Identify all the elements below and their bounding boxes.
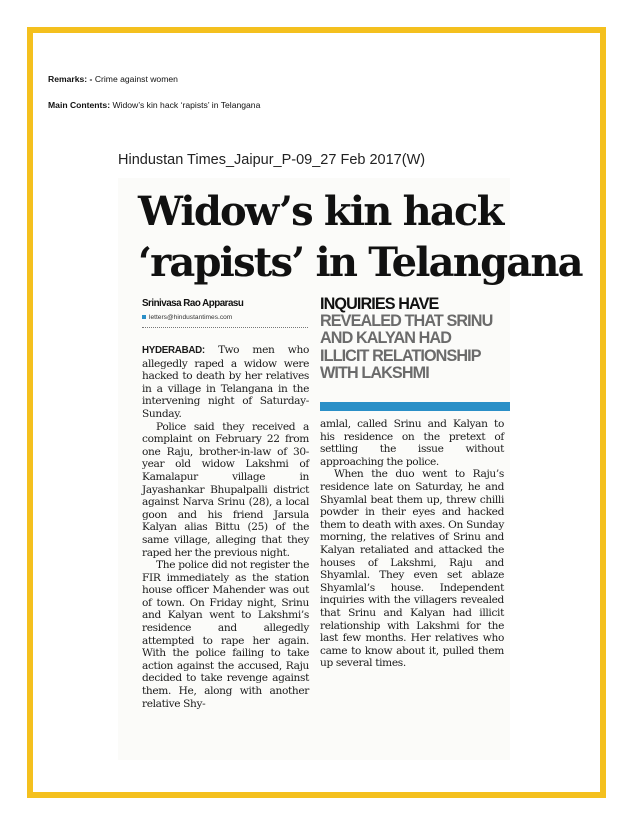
paragraph-1-text: Two men who allegedly raped a widow were hacked to death by her relatives in a village in Telangana in the intervening night of Saturday-Sunday. bbox=[142, 344, 309, 420]
remarks-line bbox=[48, 74, 178, 84]
remarks-value: Crime against women bbox=[94, 74, 178, 84]
source-line: Hindustan Times_Jaipur_P-09_27 Feb 2017(W) bbox=[118, 152, 426, 168]
pull-quote-line-1: INQUIRIES HAVE bbox=[320, 295, 439, 313]
pull-quote-bar bbox=[320, 402, 510, 411]
article-paragraph bbox=[142, 344, 309, 421]
article-column-1 bbox=[142, 344, 309, 710]
byline: Srinivasa Rao Apparasu bbox=[142, 298, 244, 309]
dateline: HYDERABAD: bbox=[142, 345, 205, 356]
remarks-label: Remarks: - bbox=[48, 74, 93, 84]
byline-divider bbox=[142, 327, 308, 328]
main-contents-value: Widow’s kin hack ‘rapists’ in Telangana bbox=[112, 100, 261, 110]
byline-email bbox=[142, 314, 232, 321]
headline-line-1: Widow’s kin hack bbox=[138, 188, 503, 235]
article-column-2 bbox=[320, 418, 504, 670]
main-contents-line bbox=[48, 100, 260, 110]
pull-quote-line-2: REVEALED THAT SRINU AND KALYAN HAD ILLICIT RELATIONSHIP WITH LAKSHMI bbox=[320, 312, 493, 382]
email-text: letters@hindustantimes.com bbox=[149, 314, 233, 321]
pull-quote bbox=[320, 296, 502, 382]
headline-line-2: ‘rapists’ in Telangana bbox=[138, 239, 582, 286]
article-paragraph: Police said they received a complaint on February 22 from one Raju, brother-in-law of 30-year old widow Lakshmi of Kamalapur village in Jayashankar Bhupalpalli district against Narva Srinu (28), a local goon and his friend Jarsula Kalyan alias Bittu (25) of the same village, alleging that they raped her the previous night. bbox=[142, 420, 309, 559]
article-paragraph: amlal, called Srinu and Kalyan to his residence on the pretext of settling the issue without approaching the police. bbox=[320, 418, 504, 468]
main-contents-label: Main Contents: bbox=[48, 100, 111, 110]
bullet-square-icon bbox=[142, 315, 146, 319]
article-paragraph: The police did not register the FIR immediately as the station house officer Mahender was out of town. On Friday night, Srinu and Kalyan went to Lakshmi’s residence and allegedly attempted to rape her again. With the police failing to take action against the accused, Raju decided to take revenge against them. He, along with another relative Shy- bbox=[142, 559, 309, 710]
article-paragraph: When the duo went to Raju’s residence late on Saturday, he and Shyamlal beat them up, threw chilli powder in their eyes and hacked them to death with axes. On Sunday morning, the relatives of Srinu and Kalyan retaliated and attacked the houses of Lakshmi, Raju and Shyamlal. They even set ablaze Shyamlal’s house. Independent inquiries with the villagers revealed that Srinu and Kalyan had illicit relationship with Lakshmi for the last few months. Her relatives who came to know about it, pulled them up several times. bbox=[320, 468, 504, 670]
